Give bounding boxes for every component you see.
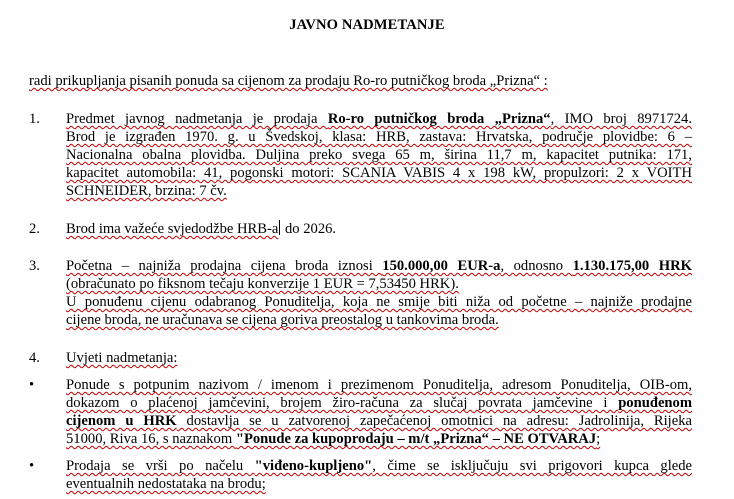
intro-paragraph: radi prikupljanja pisanih ponuda sa cijenom za prodaju Ro-ro putničkog broda „Prizna“ : [29,73,548,89]
item-body [66,110,692,200]
item-line: Nacionalna obalna plovidba. Duljina preko svega 65 m, širina 11,7 m, kapacitet putnika: 171, [66,147,692,163]
item-line: (obračunato po fiksnom tečaju konverzije 1 EUR = 7,53450 HRK). [66,276,459,292]
item-line: SCHNEIDER, brzina: 7 čv. [66,183,227,199]
item-number: 4. [29,350,40,366]
item-line: Početna – najniža prodajna cijena broda iznosi 150.000,00 EUR-a, odnosno 1.130.175,00 HRK [66,258,692,274]
item-number: 1. [29,111,40,127]
item-body [66,220,692,238]
bullet-icon: • [29,377,35,393]
item-line: Predmet javnog nadmetanja je prodaja Ro-ro putničkog broda „Prizna“, IMO broj 8971724. [66,111,692,127]
item-line: kapacitet automobila: 41, pogonski motori: SCANIA VABIS 4 x 198 kW, propulzori: 2 x VOITH [66,165,692,181]
item-line: dokazom o plaćenoj jamčevini, brojem žiro-računa za slučaj povrata jamčevine i ponuđenom [66,395,692,411]
item-body [66,376,692,448]
item-line: Prodaja se vrši po načelu "viđeno-kupljeno", čime se isključuju svi prigovori kupca glede [66,458,693,474]
item-body [66,257,692,329]
item-line: cijene broda, ne uračunava se cijena goriva preostalog u tankovima broda. [66,312,499,328]
item-line: eventualnih nedostataka na brodu; [66,476,266,492]
item-body [66,349,692,367]
item-line: Brod je izgrađen 1970. g. u Švedskoj, klasa: HRB, zastava: Hrvatska, područje plovidbe: 6 – [66,129,692,145]
item-body [66,457,692,493]
item-line: Uvjeti nadmetanja: [66,350,178,366]
item-number: 2. [29,221,40,237]
document-title: JAVNO NADMETANJE [289,17,445,33]
bullet-icon: • [29,458,35,474]
item-line: cijenom u HRK dostavlja se u zatvorenoj zapečaćenoj omotnici na adresu: Jadrolinija, Rijeka [66,413,692,429]
item-line: Ponude s potpunim nazivom / imenom i prezimenom Ponuditelja, adresom Ponuditelja, OIB-om, [66,377,692,393]
item-line: 51000, Riva 16, s naznakom "Ponude za kupoprodaju – m/t „Prizna“ – NE OTVARAJ; [66,431,601,447]
item-line: Brod ima važeće svjedodžbe HRB-a do 2026. [66,221,337,237]
item-number: 3. [29,258,40,274]
item-line: U ponuđenu cijenu odabranog Ponuditelja, koja ne smije biti niža od početne – najniže prodajne [66,294,692,310]
